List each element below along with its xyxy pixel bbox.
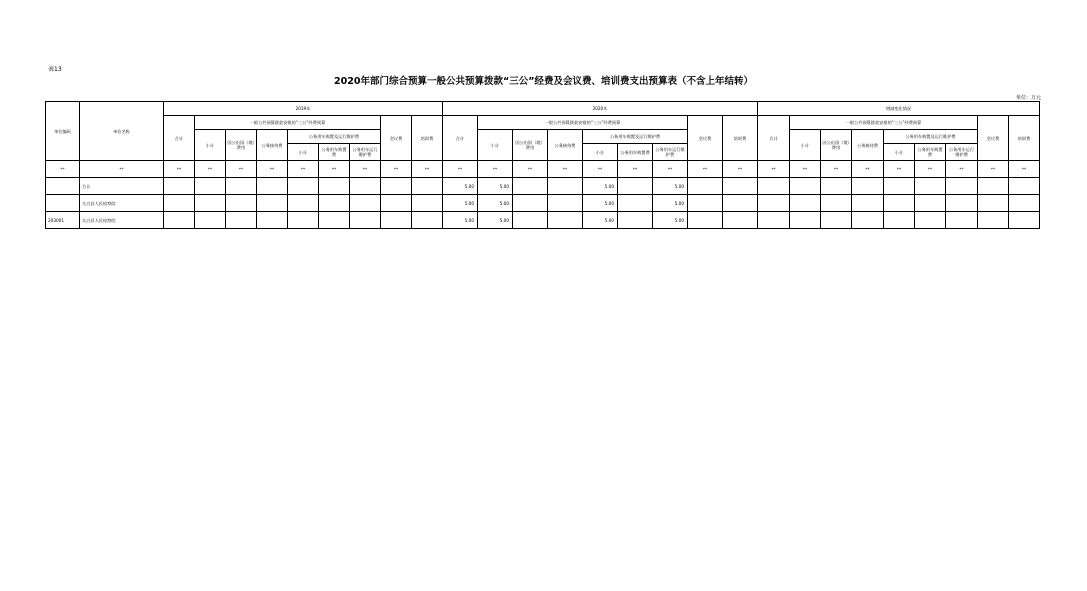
star-marker-cell: ** <box>946 161 978 178</box>
value-cell <box>821 195 852 212</box>
header-total-2019: 合计 <box>164 116 195 161</box>
value-cell <box>1009 195 1040 212</box>
value-cell <box>884 195 915 212</box>
header-vpurchase-change: 公务用车购置费 <box>915 144 946 161</box>
header-reception-change: 公务接待费 <box>852 130 884 161</box>
value-cell <box>288 212 319 229</box>
value-cell <box>790 212 821 229</box>
star-marker-cell: ** <box>381 161 412 178</box>
star-marker-cell: ** <box>195 161 226 178</box>
value-cell <box>164 178 195 195</box>
value-cell <box>195 212 226 229</box>
header-unit-name: 单位名称 <box>80 102 164 161</box>
value-cell <box>915 178 946 195</box>
value-cell <box>758 178 790 195</box>
value-cell: 5.00 <box>653 178 688 195</box>
header-reception-2020: 公务接待费 <box>548 130 583 161</box>
star-marker-cell: ** <box>758 161 790 178</box>
value-cell <box>852 212 884 229</box>
header-unit-code: 单位编码 <box>46 102 80 161</box>
value-cell <box>548 212 583 229</box>
header-group-2019: 2019年 <box>164 102 443 116</box>
header-sangong-change: 一般公共预算拨款安排的“三公”经费预算 <box>790 116 978 130</box>
table-number: 表13 <box>48 66 62 73</box>
value-cell <box>548 195 583 212</box>
value-cell <box>257 195 288 212</box>
value-cell <box>513 178 548 195</box>
value-cell <box>381 178 412 195</box>
value-cell <box>978 212 1009 229</box>
star-marker-cell: ** <box>653 161 688 178</box>
star-marker-cell: ** <box>478 161 513 178</box>
star-marker-cell: ** <box>164 161 195 178</box>
value-cell <box>412 212 443 229</box>
value-cell <box>319 195 350 212</box>
value-cell <box>790 178 821 195</box>
value-cell <box>946 178 978 195</box>
star-marker-cell: ** <box>915 161 946 178</box>
value-cell <box>852 195 884 212</box>
value-cell <box>319 178 350 195</box>
value-cell <box>790 195 821 212</box>
star-marker-cell: ** <box>884 161 915 178</box>
header-vehicle-2020: 公务用车购置及运行维护费 <box>583 130 688 144</box>
budget-table <box>45 101 1040 229</box>
header-meeting-change: 会议费 <box>978 116 1009 161</box>
star-marker-cell: ** <box>688 161 723 178</box>
value-cell <box>257 212 288 229</box>
star-marker-cell: ** <box>443 161 478 178</box>
header-subtotal-change: 小计 <box>790 130 821 161</box>
value-cell <box>164 212 195 229</box>
value-cell <box>319 212 350 229</box>
value-cell: 5.00 <box>443 178 478 195</box>
header-vsubtotal-2019: 小计 <box>288 144 319 161</box>
value-cell <box>915 212 946 229</box>
value-cell <box>381 212 412 229</box>
value-cell <box>852 178 884 195</box>
value-cell <box>350 212 381 229</box>
header-group-2020: 2020年 <box>443 102 758 116</box>
unit-code-cell <box>46 195 80 212</box>
header-vehicle-2019: 公务用车购置及运行维护费 <box>288 130 381 144</box>
unit-name-cell: 太白县人民检察院 <box>80 212 164 229</box>
value-cell <box>821 212 852 229</box>
value-cell <box>350 195 381 212</box>
star-marker-cell: ** <box>288 161 319 178</box>
unit-label: 单位：万元 <box>1015 95 1041 101</box>
header-group-change: 增减变化情况 <box>758 102 1040 116</box>
value-cell <box>915 195 946 212</box>
star-marker-cell: ** <box>583 161 618 178</box>
unit-name-cell: 合计 <box>80 178 164 195</box>
value-cell <box>688 178 723 195</box>
value-cell <box>350 178 381 195</box>
header-vrun-2020: 公务用车运行维护费 <box>653 144 688 161</box>
header-row-1 <box>46 102 1040 116</box>
value-cell: 5.00 <box>583 195 618 212</box>
star-marker-cell: ** <box>80 161 164 178</box>
star-marker-cell: ** <box>257 161 288 178</box>
unit-code-cell <box>46 178 80 195</box>
unit-code-cell: 203001 <box>46 212 80 229</box>
value-cell <box>946 195 978 212</box>
header-total-change: 合计 <box>758 116 790 161</box>
header-abroad-change: 因公出国（境）费用 <box>821 130 852 161</box>
header-training-change: 培训费 <box>1009 116 1040 161</box>
value-cell <box>1009 178 1040 195</box>
value-cell: 5.00 <box>583 178 618 195</box>
star-marker-cell: ** <box>548 161 583 178</box>
star-marker-cell: ** <box>350 161 381 178</box>
value-cell <box>164 195 195 212</box>
value-cell <box>978 195 1009 212</box>
unit-name-cell: 太白县人民检察院 <box>80 195 164 212</box>
value-cell <box>195 178 226 195</box>
value-cell <box>226 195 257 212</box>
value-cell <box>884 178 915 195</box>
value-cell <box>412 178 443 195</box>
value-cell <box>758 212 790 229</box>
header-training-2019: 培训费 <box>412 116 443 161</box>
value-cell: 5.00 <box>478 178 513 195</box>
value-cell <box>723 178 758 195</box>
header-subtotal-2020: 小计 <box>478 130 513 161</box>
value-cell <box>688 212 723 229</box>
star-marker-cell: ** <box>412 161 443 178</box>
value-cell <box>195 195 226 212</box>
star-marker-cell: ** <box>46 161 80 178</box>
star-marker-row <box>46 161 1040 178</box>
table-row <box>46 212 1040 229</box>
value-cell <box>513 212 548 229</box>
star-marker-cell: ** <box>226 161 257 178</box>
header-row-2 <box>46 116 1040 130</box>
header-vpurchase-2019: 公务用车购置费 <box>319 144 350 161</box>
header-meeting-2020: 会议费 <box>688 116 723 161</box>
value-cell <box>618 178 653 195</box>
document-title: 2020年部门综合预算一般公共预算拨款“三公”经费及会议费、培训费支出预算表（不含上年结转） <box>334 76 753 87</box>
header-vsubtotal-change: 小计 <box>884 144 915 161</box>
value-cell: 5.00 <box>653 212 688 229</box>
header-sangong-2019: 一般公共预算拨款安排的“三公”经费预算 <box>195 116 381 130</box>
value-cell: 5.00 <box>443 195 478 212</box>
value-cell <box>723 195 758 212</box>
value-cell: 5.00 <box>443 212 478 229</box>
value-cell <box>821 178 852 195</box>
value-cell <box>978 178 1009 195</box>
value-cell <box>513 195 548 212</box>
header-reception-2019: 公务接待费 <box>257 130 288 161</box>
value-cell <box>758 195 790 212</box>
value-cell <box>226 178 257 195</box>
header-subtotal-2019: 小计 <box>195 130 226 161</box>
star-marker-cell: ** <box>852 161 884 178</box>
value-cell <box>381 195 412 212</box>
value-cell <box>412 195 443 212</box>
value-cell <box>946 212 978 229</box>
star-marker-cell: ** <box>1009 161 1040 178</box>
table-row <box>46 178 1040 195</box>
value-cell: 5.00 <box>653 195 688 212</box>
value-cell: 5.00 <box>583 212 618 229</box>
value-cell: 5.00 <box>478 195 513 212</box>
value-cell <box>618 212 653 229</box>
table-row <box>46 195 1040 212</box>
star-marker-cell: ** <box>319 161 350 178</box>
star-marker-cell: ** <box>723 161 758 178</box>
value-cell <box>1009 212 1040 229</box>
header-vehicle-change: 公务用车购置及运行维护费 <box>884 130 978 144</box>
star-marker-cell: ** <box>790 161 821 178</box>
value-cell <box>723 212 758 229</box>
header-row-3 <box>46 130 1040 144</box>
value-cell: 5.00 <box>478 212 513 229</box>
header-training-2020: 培训费 <box>723 116 758 161</box>
header-vsubtotal-2020: 小计 <box>583 144 618 161</box>
header-total-2020: 合计 <box>443 116 478 161</box>
value-cell <box>618 195 653 212</box>
value-cell <box>884 212 915 229</box>
star-marker-cell: ** <box>618 161 653 178</box>
star-marker-cell: ** <box>513 161 548 178</box>
header-vrun-change: 公务用车运行维护费 <box>946 144 978 161</box>
header-abroad-2019: 因公出国（境）费用 <box>226 130 257 161</box>
star-marker-cell: ** <box>978 161 1009 178</box>
header-vrun-2019: 公务用车运行维护费 <box>350 144 381 161</box>
value-cell <box>288 178 319 195</box>
table-body <box>46 178 1040 229</box>
value-cell <box>288 195 319 212</box>
value-cell <box>226 212 257 229</box>
value-cell <box>688 195 723 212</box>
header-vpurchase-2020: 公务用车购置费 <box>618 144 653 161</box>
header-meeting-2019: 会议费 <box>381 116 412 161</box>
header-sangong-2020: 一般公共预算拨款安排的“三公”经费预算 <box>478 116 688 130</box>
value-cell <box>548 178 583 195</box>
value-cell <box>257 178 288 195</box>
header-abroad-2020: 因公出国（境）费用 <box>513 130 548 161</box>
star-marker-cell: ** <box>821 161 852 178</box>
